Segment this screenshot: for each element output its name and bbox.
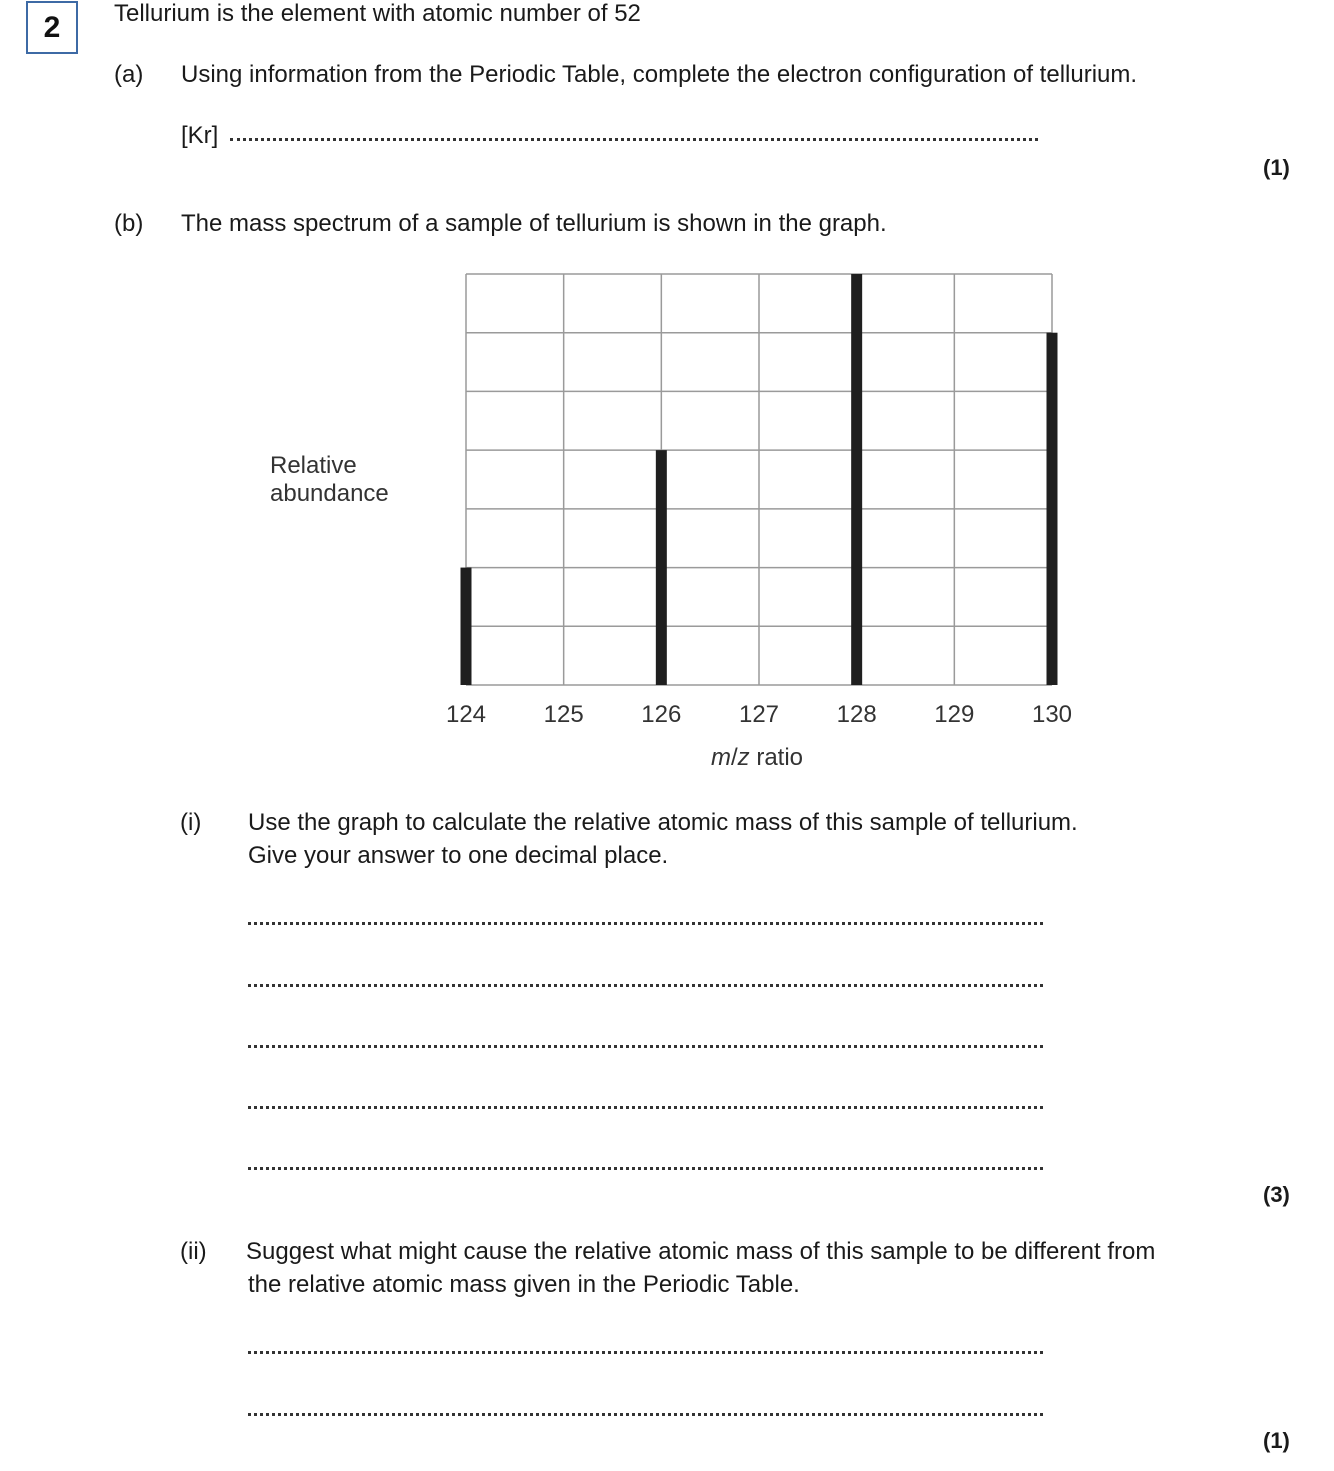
question-number-box — [26, 1, 78, 54]
question-number: 2 — [43, 10, 61, 44]
answer-line-ii-1[interactable] — [248, 1351, 1043, 1354]
x-axis-label-slash: / — [731, 744, 738, 771]
part-a-text: Using information from the Periodic Table, complete the electron configuration of tellurium. — [181, 61, 1138, 88]
x-tick-label-127: 127 — [738, 701, 780, 728]
x-axis-label-z: z — [737, 744, 750, 771]
x-tick-label-126: 126 — [641, 701, 682, 728]
answer-line-ii-2[interactable] — [248, 1413, 1043, 1416]
bar-124 — [461, 568, 472, 685]
bar-130 — [1047, 333, 1058, 685]
part-ii-line2: the relative atomic mass given in the Periodic Table. — [248, 1271, 800, 1298]
part-a-label: (a) — [114, 61, 144, 88]
answer-line-i-5[interactable] — [248, 1167, 1043, 1170]
part-b-label: (b) — [114, 210, 144, 237]
y-axis-label-line1: Relative — [270, 452, 357, 479]
x-tick-label-130: 130 — [1031, 701, 1073, 728]
answer-line-i-3[interactable] — [248, 1045, 1043, 1048]
x-axis-label — [711, 744, 803, 772]
question-intro: Tellurium is the element with atomic number of 52 — [114, 0, 641, 27]
x-tick-label-129: 129 — [934, 701, 975, 728]
part-i-line2: Give your answer to one decimal place. — [248, 842, 669, 869]
part-ii-label: (ii) — [180, 1238, 207, 1265]
answer-line-i-4[interactable] — [248, 1106, 1043, 1109]
answer-line-i-2[interactable] — [248, 984, 1043, 987]
x-tick-label-124: 124 — [445, 701, 487, 728]
part-b-text: The mass spectrum of a sample of tellurium is shown in the graph. — [181, 210, 887, 237]
x-tick-label-128: 128 — [836, 701, 877, 728]
part-ii-marks: (1) — [1263, 1428, 1290, 1453]
part-a-prefix: [Kr] — [181, 122, 219, 149]
part-ii-line1: Suggest what might cause the relative atomic mass of this sample to be different from — [246, 1238, 1156, 1265]
bar-126 — [656, 450, 667, 685]
y-axis-label — [270, 452, 389, 508]
answer-line-i-1[interactable] — [248, 922, 1043, 925]
part-a-marks: (1) — [1263, 155, 1290, 180]
x-tick-label-125: 125 — [543, 701, 584, 728]
y-axis-label-line2: abundance — [270, 480, 389, 507]
x-axis-label-m: m — [711, 744, 731, 771]
part-i-marks: (3) — [1263, 1182, 1290, 1207]
bar-128 — [851, 274, 862, 685]
part-i-line1: Use the graph to calculate the relative atomic mass of this sample of tellurium. — [248, 809, 1078, 836]
part-i-label: (i) — [180, 809, 202, 836]
mass-spectrum-chart — [430, 260, 1110, 730]
answer-line-a[interactable] — [230, 138, 1038, 141]
x-axis-label-rest: ratio — [749, 744, 804, 771]
